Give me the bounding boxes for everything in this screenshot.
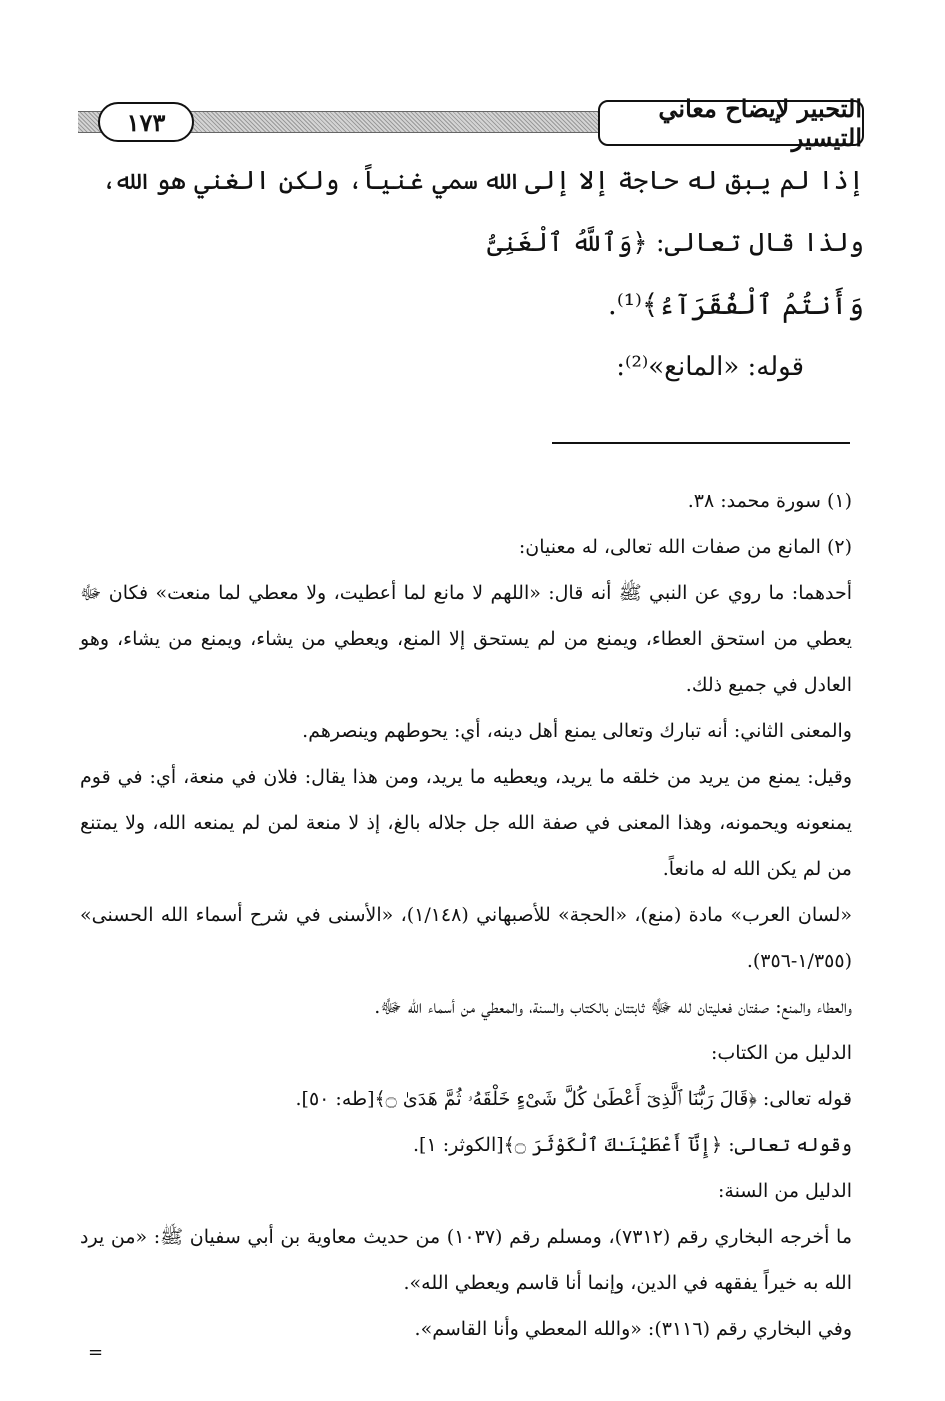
main-heading-al-mani: قوله: «المانع»⁽²⁾: [616, 352, 804, 382]
footer-mark: = [88, 1342, 104, 1363]
footnote-meaning-1: أحدهما: ما روي عن النبي ﷺ أنه قال: «اللهم لا مانع لما أعطيت، ولا معطي لما منعت» فكان ﷻ يعطي من استحق العطاء، ويمنع من لم يستحق إلا المنع، ويعطي من يشاء، ويمنع من يشاء، وهو العادل في جميع ذلك. [80, 582, 852, 696]
main-line-2: وَأَنتُمُ ٱلْفُقَرَآءُ﴾⁽¹⁾. [607, 288, 864, 321]
page-header [78, 94, 864, 152]
main-line-1: إذا لم يبق له حاجة إلا إلى الله سمي غنياً، ولكن الغني هو الله، ولذا قال تعالى: ﴿وَٱللَّهُ ٱلْغَنِىُّ [101, 166, 864, 258]
footnote-dalil-sunnah: الدليل من السنة: [717, 1180, 852, 1202]
footnote-ataa-mana: والعطاء والمنع: صفتان فعليتان لله ﷻ ثابتتان بالكتاب والسنة، والمعطي من أسماء الله ﷻ. [374, 996, 852, 1018]
footnote-qil: وقيل: يمنع من يريد من خلقه ما يريد، ويعطيه ما يريد، ومن هذا يقال: فلان في منعة، أي: في قوم يمنعونه ويحمونه، وهذا المعنى في صفة الله جل جلاله بالغ، إذ لا منعة لمن لم يمنعه الله، ولا يمتنع من لم يكن الله له مانعاً. [80, 766, 852, 880]
footnote-2-intro: (٢) المانع من صفات الله تعالى، له معنيان: [518, 536, 852, 558]
footnote-ayah-kawthar: وقوله تعالى: ﴿إِنَّآ أَعْطَيْنَـٰكَ ٱلْكَوْثَرَ ۝﴾[الكوثر: ١]. [412, 1134, 852, 1156]
page-number: ١٧٣ [98, 102, 194, 142]
footnote-dalil-kitab: الدليل من الكتاب: [710, 1042, 852, 1064]
footnotes [80, 478, 852, 1352]
footnote-ayah-taha: قوله تعالى: ﴿قَالَ رَبُّنَا ٱلَّذِىٓ أَعْطَىٰ كُلَّ شَىْءٍ خَلْقَهُۥ ثُمَّ هَدَىٰ ۝﴾[طه: ٥٠]. [295, 1088, 852, 1110]
footnote-references: «لسان العرب» مادة (منع)، «الحجة» للأصبهاني (١/١٤٨)، «الأسنى في شرح أسماء الله الحسنى» (١/٣٥٥-٣٥٦). [80, 904, 852, 972]
main-text [80, 150, 864, 398]
book-title: التحبير لإيضاح معاني التيسير [598, 100, 864, 146]
footnote-separator [552, 442, 850, 444]
footnote-1: (١) سورة محمد: ٣٨. [687, 490, 852, 512]
footnote-hadith-1: ما أخرجه البخاري رقم (٧٣١٢)، ومسلم رقم (١٠٣٧) من حديث معاوية بن أبي سفيان ﷺ: «من يرد الله به خيراً يفقهه في الدين، وإنما أنا قاسم ويعطي الله». [80, 1226, 853, 1294]
footnote-meaning-2: والمعنى الثاني: أنه تبارك وتعالى يمنع أهل دينه، أي: يحوطهم وينصرهم. [302, 720, 852, 742]
footnote-hadith-2: وفي البخاري رقم (٣١١٦): «والله المعطي وأنا القاسم». [414, 1318, 852, 1340]
